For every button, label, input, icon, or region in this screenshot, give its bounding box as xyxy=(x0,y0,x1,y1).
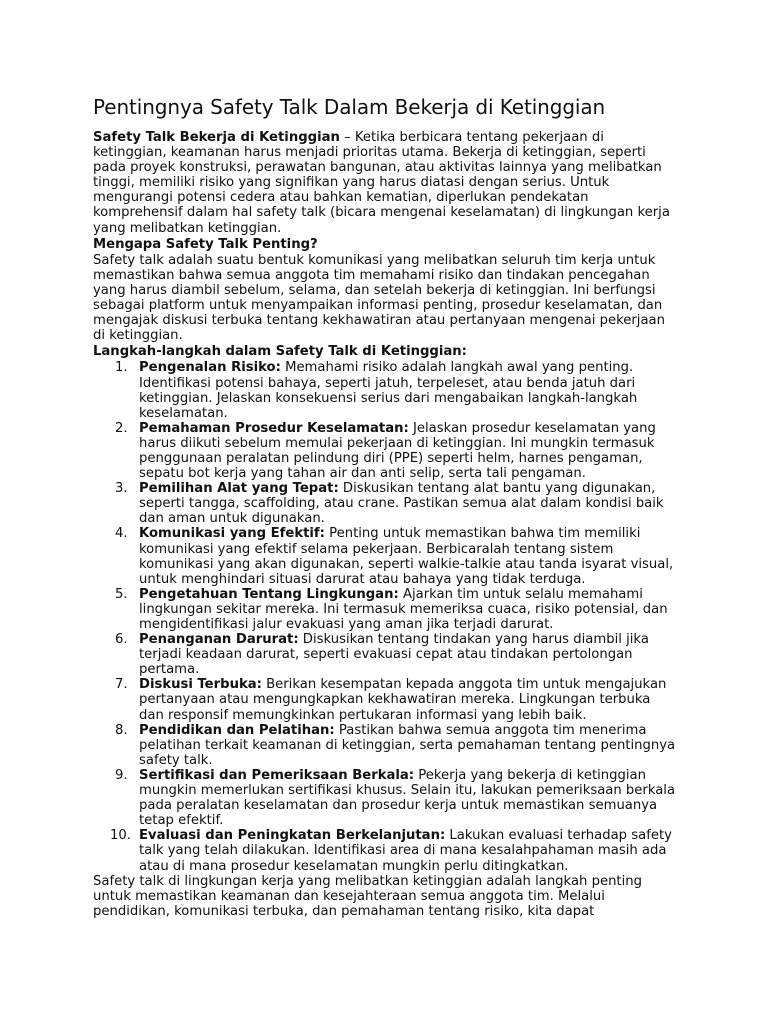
list-item xyxy=(93,677,678,722)
list-item xyxy=(93,723,678,768)
list-item-text: Jelaskan prosedur keselamatan yang harus diikuti sebelum memulai pekerjaan di ketinggian. Ini mungkin termasuk penggunaan peralatan pelindung diri (PPE) seperti helm, harnes pengaman, sepatu bot kerja yang tahan air dan anti selip, serta tali pengaman. xyxy=(139,420,656,482)
list-item-text: Diskusikan tentang tindakan yang harus diambil jika terjadi keadaan darurat, seperti evakuasi cepat atau tindakan pertolongan pertama. xyxy=(139,632,649,678)
list-item xyxy=(93,587,678,632)
list-item-number: 3. xyxy=(115,481,128,497)
list-item xyxy=(93,360,678,420)
list-item-title: Pengenalan Risiko: xyxy=(139,360,281,376)
list-item-number: 5. xyxy=(115,586,128,602)
list-item xyxy=(93,632,678,677)
list-item-title: Penanganan Darurat: xyxy=(139,632,299,648)
list-item-title: Komunikasi yang Efektif: xyxy=(139,526,325,542)
list-item-number: 1. xyxy=(115,360,128,376)
closing-paragraph: Safety talk di lingkungan kerja yang melibatkan ketinggian adalah langkah penting untuk memastikan keamanan dan kesejahteraan semua anggota tim. Melalui pendidikan, komunikasi terbuka, dan pemahaman tentang risiko, kita dapat xyxy=(93,873,642,919)
intro-lead: Safety Talk Bekerja di Ketinggian xyxy=(93,130,340,145)
list-item-number: 10. xyxy=(110,828,131,844)
list-item-title: Pendidikan dan Pelatihan: xyxy=(139,722,335,738)
list-item-title: Diskusi Terbuka: xyxy=(139,677,262,693)
list-item-number: 4. xyxy=(115,526,128,542)
list-item-number: 6. xyxy=(115,632,128,648)
list-item-number: 2. xyxy=(115,420,128,436)
list-item-number: 8. xyxy=(115,722,128,738)
list-item-text: Diskusikan tentang alat bantu yang digunakan, seperti tangga, scaffolding, atau crane. Pastikan semua alat dalam kondisi baik dan aman untuk digunakan. xyxy=(139,481,664,527)
list-item-title: Pemilihan Alat yang Tepat: xyxy=(139,481,339,497)
list-item-text: Pekerja yang bekerja di ketinggian mungkin memerlukan sertifikasi khusus. Selain itu, lakukan pemeriksaan berkala pada peralatan keselamatan dan prosedur kerja untuk memastikan semuanya tetap efektif. xyxy=(139,767,676,829)
section-why-paragraph: Safety talk adalah suatu bentuk komunikasi yang melibatkan seluruh tim kerja untuk memastikan bahwa semua anggota tim memahami risiko dan tindakan pencegahan yang harus diambil sebelum, selama, dan setelah bekerja di ketinggian. Ini berfungsi sebagai platform untuk menyampaikan informasi penting, prosedur keselamatan, dan mengajak diskusi terbuka tentang kekhawatiran atau pertanyaan mengenai pekerjaan di ketinggian. xyxy=(93,252,665,344)
document-title: Pentingnya Safety Talk Dalam Bekerja di Ketinggian xyxy=(93,95,606,119)
intro-paragraph xyxy=(93,130,678,236)
section-heading-steps: Langkah-langkah dalam Safety Talk di Ketinggian: xyxy=(93,344,467,360)
list-item-text: Penting untuk memastikan bahwa tim memiliki komunikasi yang efektif selama pekerjaan. Berbicaralah tentang sistem komunikasi yang akan digunakan, seperti walkie-talkie atau tanda isyarat visual, untuk menghindari situasi darurat atau bahaya yang tidak terduga. xyxy=(139,526,674,587)
list-item xyxy=(93,421,678,481)
list-item-title: Evaluasi dan Peningkatan Berkelanjutan: xyxy=(139,828,446,844)
list-item-title: Sertifikasi dan Pemeriksaan Berkala: xyxy=(139,767,415,783)
list-item xyxy=(93,481,678,526)
list-item-title: Pengetahuan Tentang Lingkungan: xyxy=(139,586,399,602)
list-item xyxy=(93,768,678,828)
list-item-text: Lakukan evaluasi terhadap safety talk yang telah dilakukan. Identifikasi area di mana kesalahpahaman masih ada atau di mana prosedur keselamatan mungkin perlu ditingkatkan. xyxy=(139,828,672,874)
list-item-number: 7. xyxy=(115,677,128,693)
list-item-text: Pastikan bahwa semua anggota tim menerima pelatihan terkait keamanan di ketinggian, serta pemahaman tentang pentingnya safety talk. xyxy=(139,722,676,768)
section-heading-why: Mengapa Safety Talk Penting? xyxy=(93,236,318,252)
list-item-text: Ajarkan tim untuk selalu memahami lingkungan sekitar mereka. Ini termasuk memeriksa cuaca, risiko potensial, dan mengidentifikasi jalur evakuasi yang aman jika terjadi darurat. xyxy=(139,586,668,632)
document-page xyxy=(93,94,678,920)
list-item-text: Berikan kesempatan kepada anggota tim untuk mengajukan pertanyaan atau mengungkapkan kekhawatiran mereka. Lingkungan terbuka dan responsif memungkinkan pertukaran informasi yang lebih baik. xyxy=(139,677,667,723)
list-item xyxy=(93,828,678,873)
list-item-text: Memahami risiko adalah langkah awal yang penting. Identifikasi potensi bahaya, seperti jatuh, terpeleset, atau benda jatuh dari ketinggian. Jelaskan konsekuensi serius dari mengabaikan langkah-langkah keselamatan. xyxy=(139,360,638,421)
steps-list xyxy=(93,360,678,873)
list-item-number: 9. xyxy=(115,767,128,783)
list-item-title: Pemahaman Prosedur Keselamatan: xyxy=(139,420,409,436)
intro-text: – Ketika berbicara tentang pekerjaan di ketinggian, keamanan harus menjadi prioritas utama. Bekerja di ketinggian, seperti pada proyek konstruksi, perawatan bangunan, atau aktivitas lainnya yang melibatkan tinggi, memiliki risiko yang signifikan yang harus diatasi dengan serius. Untuk mengurangi potensi cedera atau bahkan kematian, diperlukan pendekatan komprehensif dalam hal safety talk (bicara mengenai keselamatan) di lingkungan kerja yang melibatkan ketinggian. xyxy=(93,130,670,236)
list-item xyxy=(93,526,678,586)
